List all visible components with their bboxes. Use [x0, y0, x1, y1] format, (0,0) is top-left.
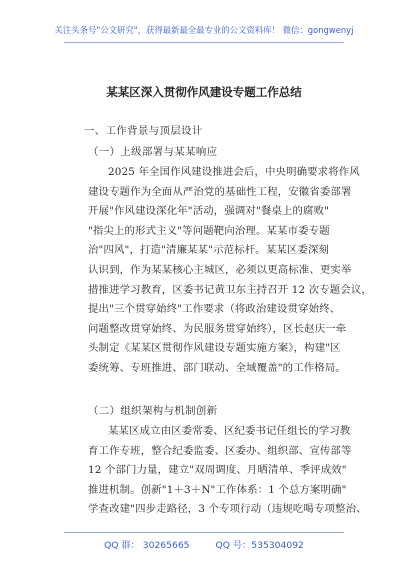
paragraph-line: 2025 年全国作风建设推进会后，中央明确要求将作风 — [108, 166, 360, 178]
document-title: 某某区深入贯彻作风建设专题工作总结 — [106, 85, 302, 99]
header-divider — [64, 42, 344, 43]
footer-qq-group: QQ 群： 30265665 — [104, 540, 190, 551]
footer-divider — [64, 532, 344, 533]
paragraph-line: 12 个部门力量，建立"双周调度、月晒清单、季评成效" — [88, 464, 347, 477]
paragraph-line: 开展"作风建设深化年"活动，强调对"餐桌上的腐败" — [88, 205, 330, 218]
paragraph-line: 推进机制。创新"1＋3＋N"工作体系：1 个总方案明确" — [88, 483, 347, 496]
header-banner: 关注头条号"公文研究"，获得最新最全最专业的公文资料库！ 微信：gongwenyj — [54, 25, 354, 35]
paragraph-2 — [88, 422, 367, 520]
footer-contact — [0, 537, 408, 551]
paragraph-line: 建设专题作为全面从严治党的基础性工程，安徽省委部署 — [88, 185, 352, 198]
subsection-heading-1: （一）上级部署与某某响应 — [88, 146, 218, 158]
paragraph-line: 措推进学习教育，区委书记黄卫东主持召开 12 次专题会议， — [88, 283, 372, 296]
section-heading: 一、工作背景与顶层设计 — [84, 125, 203, 137]
paragraph-line: 问题整改贯穿始终、为民服务贯穿始终），区长赵庆一牵 — [88, 322, 347, 335]
paragraph-line: 认识到，作为某某核心主城区，必须以更高标准、更实举 — [88, 263, 352, 276]
paragraph-line: 学查改建"四步走路径，3 个专项行动（违规吃喝专项整治、 — [88, 503, 367, 516]
paragraph-line: 治"四风"，打造"清廉某某"示范标杆。某某区委深刻 — [88, 244, 330, 257]
paragraph-line: 头制定《某某区贯彻作风建设专题实施方案》，构建"区 — [88, 342, 341, 355]
paragraph-line: "指尖上的形式主义"等问题靶向治理。某某市委专题 — [88, 224, 330, 237]
paragraph-line: 育工作专班，整合纪委监委、区委办、组织部、宣传部等 — [88, 444, 352, 457]
paragraph-line: 委统筹、专班推进、部门联动、全域覆盖"的工作格局。 — [88, 361, 346, 374]
paragraph-line: 提出"三个贯穿始终"工作要求（将政治建设贯穿始终、 — [88, 303, 341, 316]
paragraph-line: 某某区成立由区委常委、区纪委书记任组长的学习教 — [108, 425, 351, 437]
footer-qq-number: QQ 号：535304092 — [215, 540, 304, 551]
subsection-heading-2: （二）组织架构与机制创新 — [88, 405, 218, 417]
paragraph-1 — [88, 163, 372, 379]
